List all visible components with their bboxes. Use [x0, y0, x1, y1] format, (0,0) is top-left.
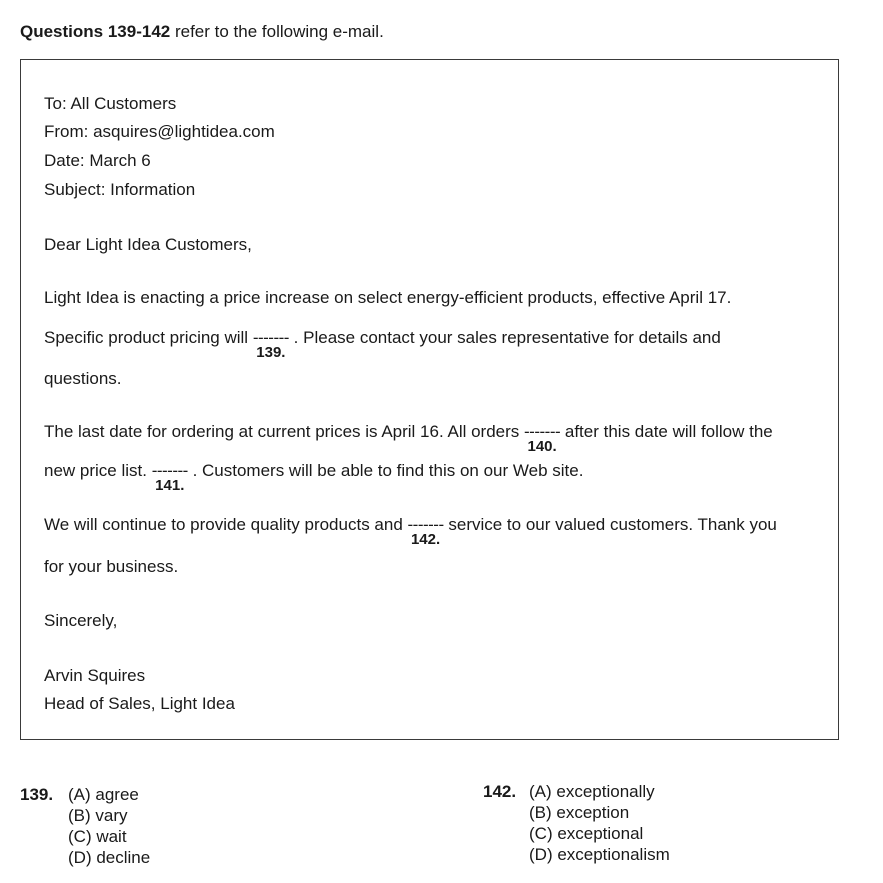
email-date: Date: March 6 — [44, 151, 151, 170]
blank-number-141: 141. — [155, 477, 185, 494]
option-a[interactable]: (A) agree — [68, 785, 139, 804]
signer-name: Arvin Squires — [44, 666, 146, 685]
paragraph-3-line-2: for your business. — [44, 557, 179, 576]
blank-141 — [151, 461, 188, 494]
question-range: Questions 139-142 — [20, 22, 171, 41]
blank-number-140: 140. — [527, 438, 557, 455]
option-d[interactable]: (D) exceptionalism — [529, 845, 670, 864]
paragraph-1-line-1: Light Idea is enacting a price increase on select energy-efficient products, effective April 17. — [44, 288, 732, 307]
paragraph-1-line-3: questions. — [44, 369, 122, 388]
question-number: 142. — [483, 782, 517, 801]
intro-text — [20, 22, 384, 42]
text-segment: The last date for ordering at current prices is April 16. All orders — [44, 422, 525, 441]
paragraph-3-line-1 — [44, 515, 777, 548]
blank-dashes: ------- — [524, 422, 561, 441]
email-subject: Subject: Information — [44, 180, 196, 199]
blank-dashes: ------- — [151, 461, 188, 480]
text-segment: . Customers will be able to find this on our Web site. — [187, 461, 584, 480]
intro-description: refer to the following e-mail. — [170, 22, 384, 41]
signer-title: Head of Sales, Light Idea — [44, 694, 235, 713]
email-to: To: All Customers — [44, 94, 177, 113]
email-closing: Sincerely, — [44, 611, 118, 630]
text-segment: new price list. — [44, 461, 152, 480]
text-segment: We will continue to provide quality products and — [44, 515, 408, 534]
blank-dashes: ------- — [407, 515, 444, 534]
option-c[interactable]: (C) wait — [68, 827, 127, 846]
paragraph-2-line-1 — [44, 422, 773, 455]
blank-142 — [407, 515, 444, 548]
text-segment: Specific product pricing will — [44, 328, 253, 347]
option-b[interactable]: (B) vary — [68, 806, 128, 825]
blank-number-139: 139. — [256, 344, 286, 361]
option-c[interactable]: (C) exceptional — [529, 824, 644, 843]
blank-140 — [524, 422, 561, 455]
answer-options — [68, 784, 150, 868]
question-number: 139. — [20, 785, 54, 804]
blank-number-142: 142. — [410, 531, 441, 548]
answer-options — [529, 781, 670, 865]
text-segment: . Please contact your sales representative for details and — [288, 328, 721, 347]
blank-dashes: ------- — [252, 328, 289, 347]
option-d[interactable]: (D) decline — [68, 848, 151, 867]
option-a[interactable]: (A) exceptionally — [529, 782, 655, 801]
text-segment: service to our valued customers. Thank you — [443, 515, 777, 534]
paragraph-2-line-2 — [44, 461, 584, 494]
text-segment: after this date will follow the — [560, 422, 773, 441]
email-greeting: Dear Light Idea Customers, — [44, 235, 252, 254]
option-b[interactable]: (B) exception — [529, 803, 630, 822]
email-from: From: asquires@lightidea.com — [44, 122, 275, 141]
blank-139 — [252, 328, 289, 361]
paragraph-1-line-2 — [44, 328, 721, 361]
